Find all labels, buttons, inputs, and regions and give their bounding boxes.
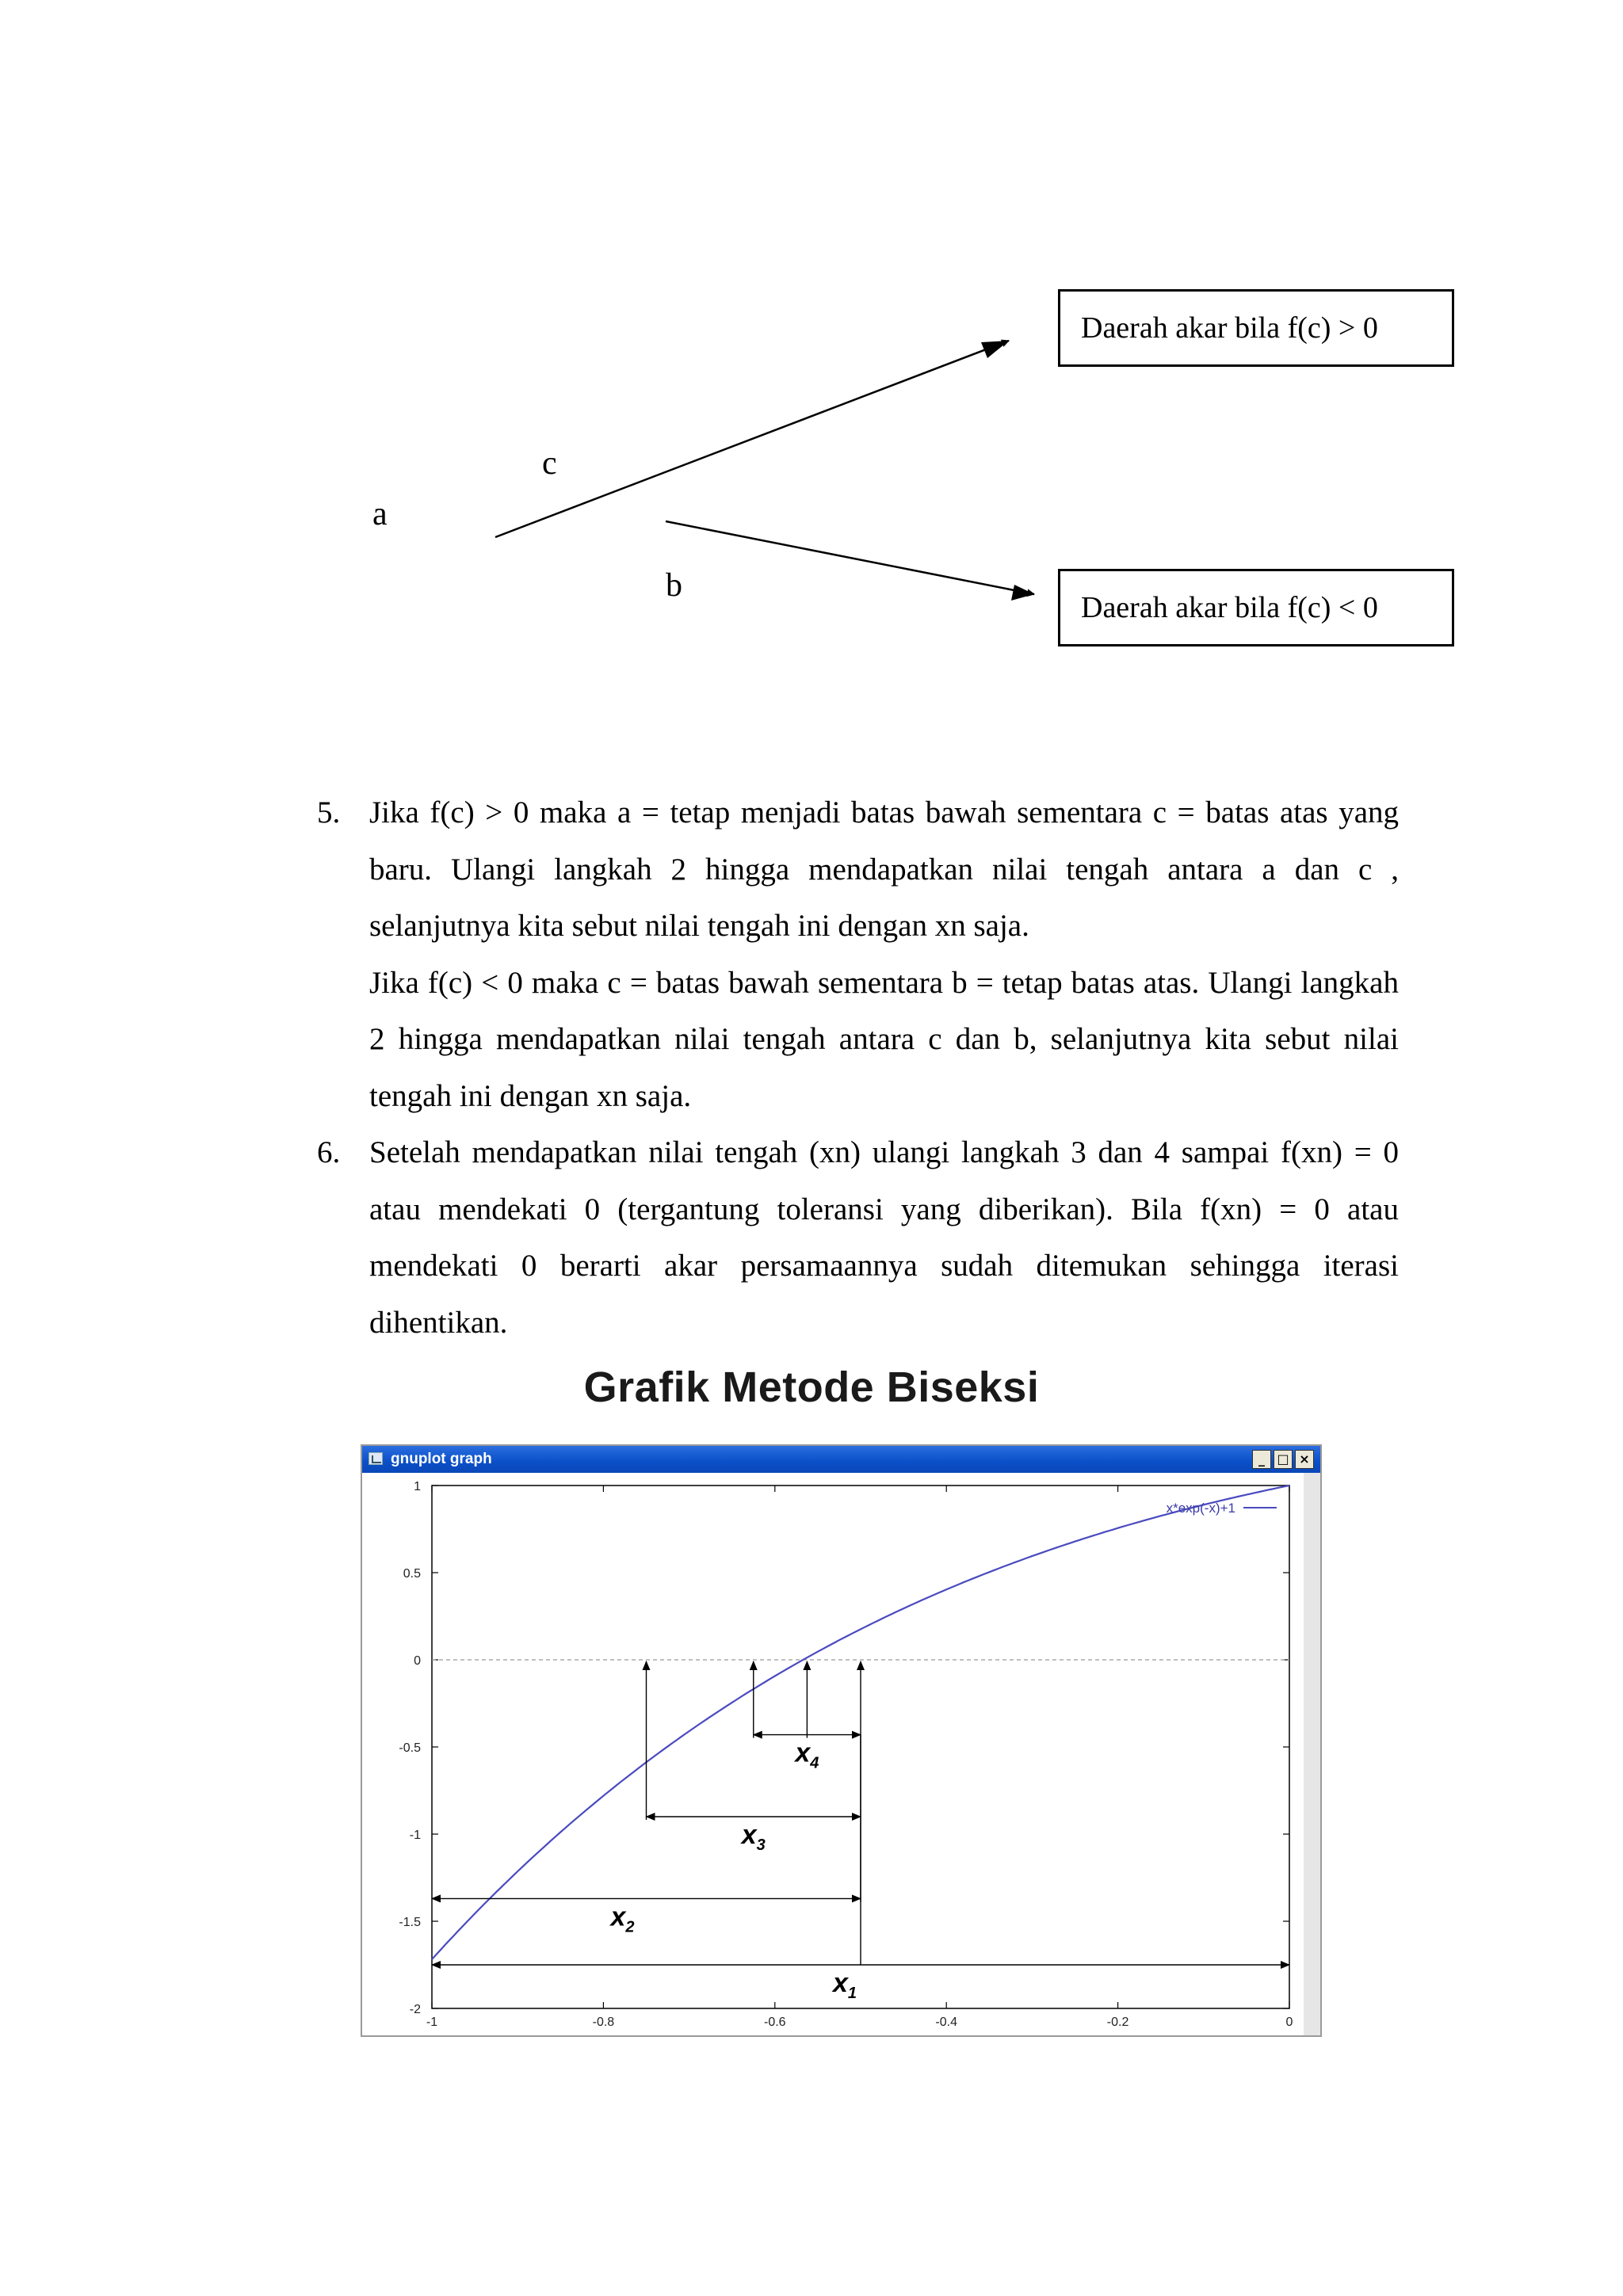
upper-region-box: Daerah akar bila f(c) > 0 — [1058, 289, 1454, 367]
label-b: b — [666, 567, 682, 604]
arrowhead-lower — [1011, 585, 1034, 601]
interval-label-x3: $x_3$ — [741, 1820, 766, 1854]
window-title: gnuplot graph — [391, 1451, 492, 1467]
gnuplot-window — [361, 1444, 1322, 2037]
x-tick-label: -1 — [426, 2016, 438, 2029]
interval-label-x2: $x_2$ — [610, 1901, 635, 1936]
arrow-to-lower-region — [666, 521, 1034, 594]
scrollbar-strip — [1304, 1473, 1320, 2035]
plot-background — [362, 1473, 1320, 2035]
y-tick-label: 0 — [414, 1654, 421, 1668]
bisection-region-diagram — [0, 0, 1623, 713]
step-paragraph: Jika f(c) > 0 maka a = tetap menjadi batas bawah sementara c = batas atas yang baru. Ulangi langkah 2 hingga mendapatkan nilai tengah antara a dan c , selanjutnya kita sebut nilai tengah ini dengan xn saja. — [369, 795, 1399, 943]
step-5 — [317, 784, 1399, 1124]
arrowhead-upper — [981, 341, 1009, 358]
y-tick-label: -1 — [409, 1829, 421, 1842]
steps-list — [317, 784, 1399, 1351]
x-tick-label: -0.2 — [1106, 2016, 1129, 2029]
y-tick-label: 0.5 — [403, 1567, 421, 1581]
y-tick-label: -1.5 — [399, 1916, 421, 1929]
maximize-button[interactable]: □ — [1274, 1450, 1293, 1469]
interval-label-x1: $x_1$ — [832, 1968, 857, 2002]
lower-region-box: Daerah akar bila f(c) < 0 — [1058, 569, 1454, 646]
close-button[interactable]: × — [1295, 1450, 1314, 1469]
step-number: 6. — [317, 1135, 341, 1169]
step-6 — [317, 1124, 1399, 1351]
step-number: 5. — [317, 795, 341, 830]
legend-label: x*exp(-x)+1 — [1166, 1501, 1235, 1516]
label-a: a — [372, 496, 388, 532]
window-titlebar[interactable] — [362, 1446, 1320, 1473]
bisection-plot — [362, 1473, 1320, 2035]
figure-title: Grafik Metode Biseksi — [583, 1363, 1040, 1411]
arrow-to-upper-region — [495, 341, 1009, 537]
step-paragraph: Jika f(c) < 0 maka c = batas bawah sementara b = tetap batas atas. Ulangi langkah 2 hingga mendapatkan nilai tengah antara c dan b, selanjutnya kita sebut nilai tengah ini dengan xn saja. — [369, 965, 1399, 1113]
y-tick-label: -2 — [409, 2003, 421, 2016]
y-tick-label: 1 — [414, 1480, 421, 1493]
interval-label-x4: $x_4$ — [795, 1737, 819, 1772]
x-tick-label: -0.4 — [935, 2016, 957, 2029]
x-tick-label: 0 — [1285, 2016, 1293, 2029]
x-tick-label: -0.6 — [764, 2016, 786, 2029]
gnuplot-app-icon — [369, 1452, 383, 1465]
step-paragraph: Setelah mendapatkan nilai tengah (xn) ulangi langkah 3 dan 4 sampai f(xn) = 0 atau mendekati 0 (tergantung toleransi yang diberikan). Bila f(xn) = 0 atau mendekati 0 berarti akar persamaannya sudah ditemukan sehingga iterasi dihentikan. — [369, 1135, 1399, 1340]
label-c: c — [542, 445, 557, 482]
y-tick-label: -0.5 — [399, 1741, 421, 1755]
minimize-button[interactable]: _ — [1252, 1450, 1271, 1469]
x-tick-label: -0.8 — [592, 2016, 615, 2029]
